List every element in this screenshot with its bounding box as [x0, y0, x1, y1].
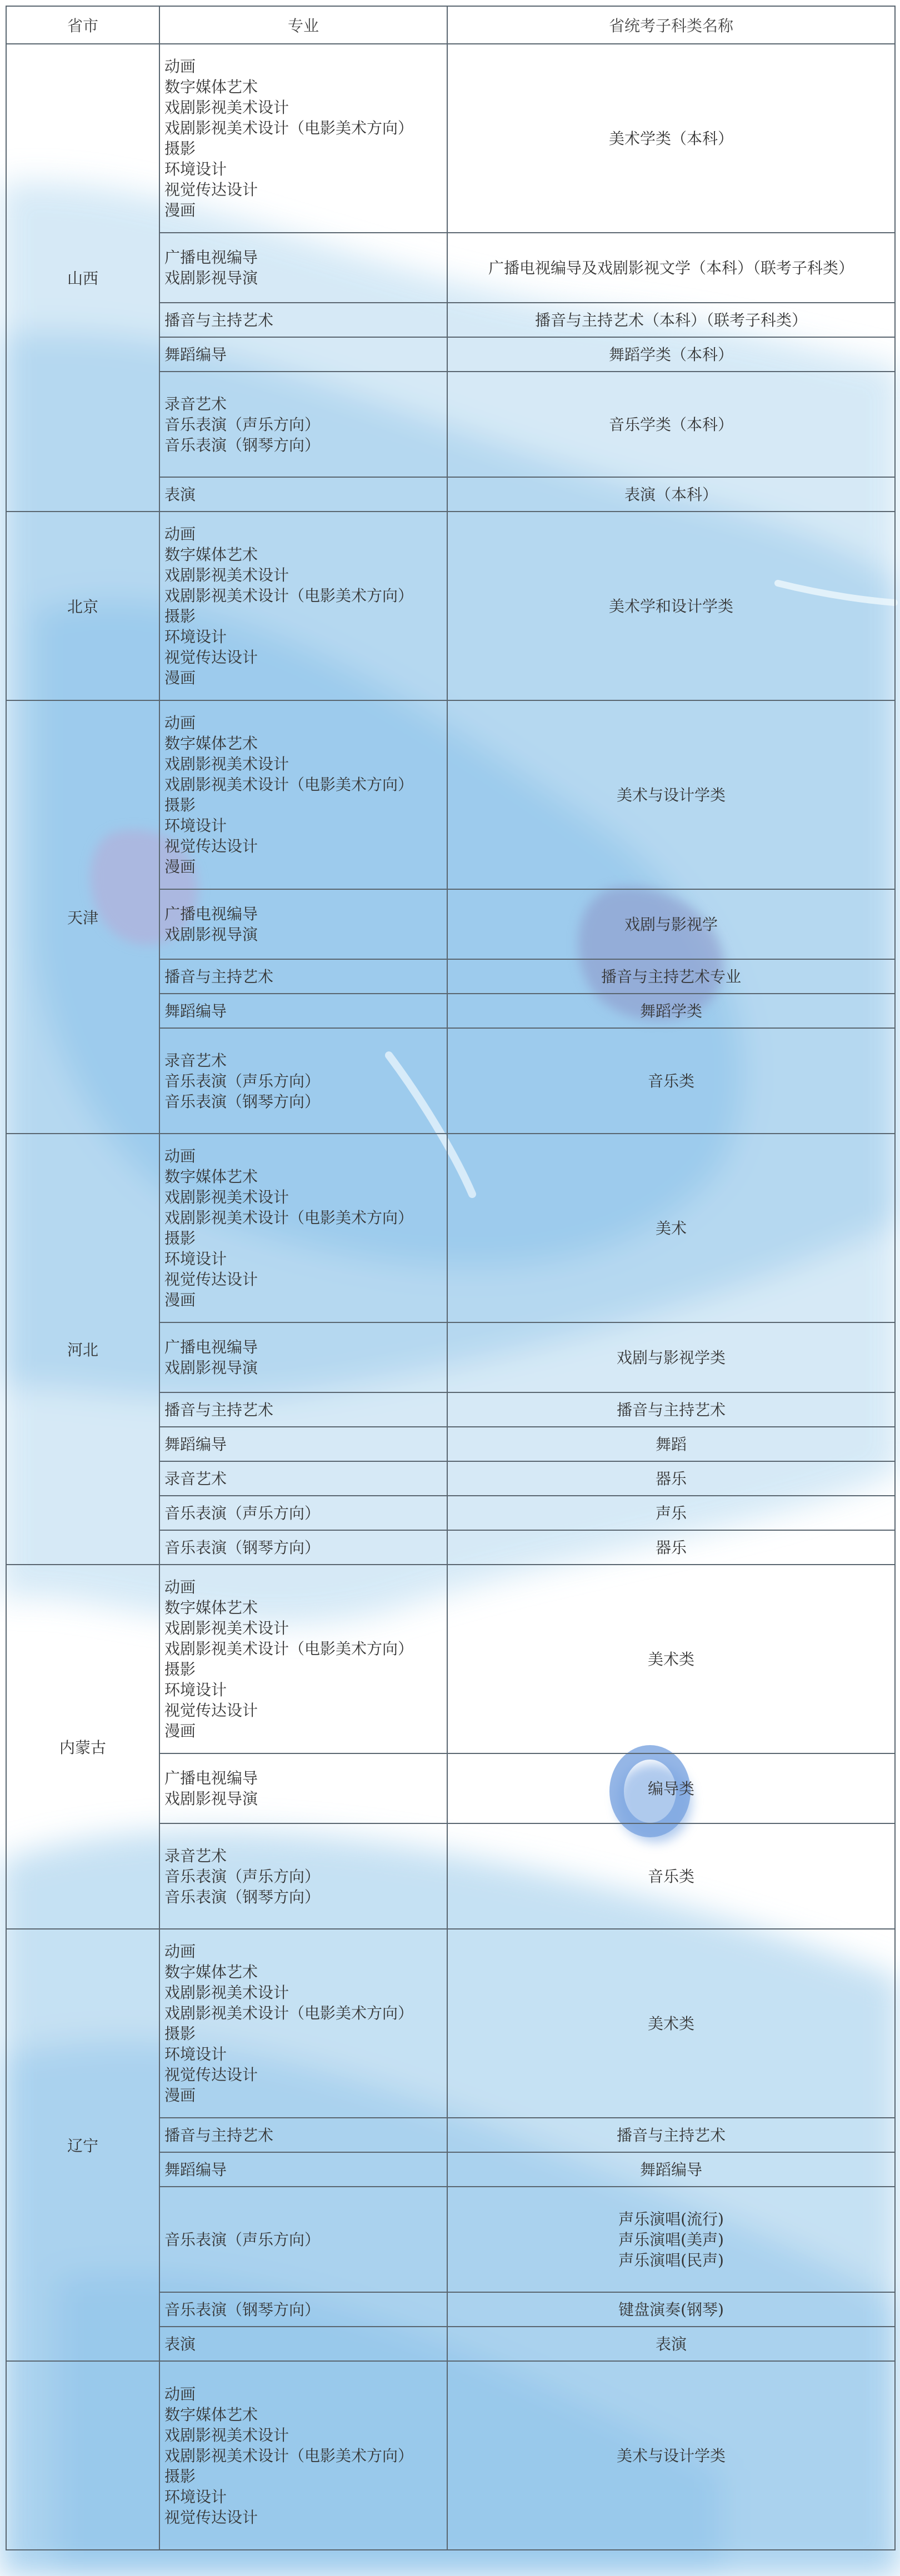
major-item: 戏剧影视导演 [164, 1790, 258, 1808]
category-line: 戏剧与影视学 [624, 915, 718, 934]
category-line: 播音与主持艺术 [616, 1400, 726, 1419]
major-item: 音乐表演（钢琴方向） [164, 2300, 321, 2319]
major-item: 戏剧影视美术设计（电影美术方向） [164, 587, 414, 605]
major-item: 漫画 [164, 669, 196, 687]
major-item: 数字媒体艺术 [164, 1167, 258, 1186]
category-line: 音乐类 [647, 1867, 694, 1886]
major-cell [159, 1496, 447, 1530]
category-line: 舞蹈编导 [639, 2160, 702, 2179]
category-cell [447, 959, 895, 994]
category-cell [447, 1028, 895, 1134]
major-item: 戏剧影视导演 [164, 269, 258, 287]
major-item: 漫画 [164, 1722, 196, 1740]
major-item: 戏剧影视美术设计 [164, 2425, 289, 2444]
category-cell [447, 1427, 895, 1461]
major-item: 漫画 [164, 858, 196, 876]
major-cell [159, 994, 447, 1028]
category-cell [447, 44, 895, 233]
major-item: 戏剧影视美术设计 [164, 1983, 289, 2002]
category-line: 音乐类 [647, 1071, 694, 1090]
major-item: 视觉传达设计 [164, 1701, 258, 1720]
category-line: 声乐演唱(美声) [618, 2230, 724, 2249]
category-line: 播音与主持艺术 [616, 2126, 726, 2144]
table-row [6, 2361, 895, 2550]
major-item: 戏剧影视美术设计 [164, 1619, 289, 1637]
major-cell [159, 1461, 447, 1496]
category-cell [447, 1753, 895, 1823]
major-item: 数字媒体艺术 [164, 2405, 258, 2424]
category-line: 美术学类（本科） [608, 129, 733, 148]
major-item: 动画 [164, 57, 196, 76]
category-line: 播音与主持艺术专业 [601, 967, 741, 986]
art-exam-mapping-table [6, 6, 896, 2550]
major-cell [159, 959, 447, 994]
category-cell [447, 2152, 895, 2187]
major-item: 动画 [164, 714, 196, 732]
category-cell [447, 1322, 895, 1392]
category-cell [447, 1392, 895, 1427]
category-cell [447, 2361, 895, 2550]
major-item: 视觉传达设计 [164, 1270, 258, 1289]
province-cell: 内蒙古 [6, 1565, 159, 1929]
major-cell [159, 303, 447, 337]
major-cell [159, 2327, 447, 2361]
major-item: 视觉传达设计 [164, 181, 258, 199]
category-cell [447, 477, 895, 512]
major-cell [159, 889, 447, 959]
major-item: 戏剧影视美术设计 [164, 1188, 289, 1206]
major-cell [159, 337, 447, 372]
major-item: 摄影 [164, 607, 196, 625]
major-item: 摄影 [164, 796, 196, 814]
major-item: 表演 [164, 2334, 196, 2353]
category-cell [447, 337, 895, 372]
major-item: 播音与主持艺术 [164, 2126, 274, 2144]
major-item: 动画 [164, 2384, 196, 2403]
major-item: 舞蹈编导 [164, 345, 227, 364]
major-cell [159, 1392, 447, 1427]
major-item: 录音艺术 [164, 394, 227, 413]
major-cell [159, 1427, 447, 1461]
category-cell [447, 1929, 895, 2118]
major-cell [159, 2292, 447, 2327]
major-item: 视觉传达设计 [164, 2508, 258, 2527]
major-item: 漫画 [164, 2086, 196, 2104]
category-line: 音乐学类（本科） [608, 415, 733, 434]
category-cell [447, 994, 895, 1028]
province-cell: 天津 [6, 700, 159, 1134]
major-item: 动画 [164, 525, 196, 543]
table-row [6, 512, 895, 700]
major-item: 戏剧影视美术设计（电影美术方向） [164, 119, 414, 137]
major-item: 漫画 [164, 201, 196, 219]
major-item: 数字媒体艺术 [164, 1963, 258, 1981]
category-line: 美术类 [647, 2014, 694, 2033]
major-item: 戏剧影视美术设计 [164, 98, 289, 117]
major-item: 数字媒体艺术 [164, 734, 258, 753]
major-item: 音乐表演（钢琴方向） [164, 1538, 321, 1557]
category-line: 播音与主持艺术（本科）（联考子科类） [534, 310, 807, 329]
major-cell [159, 2361, 447, 2550]
category-line: 声乐演唱(民声) [618, 2251, 724, 2269]
major-item: 音乐表演（声乐方向） [164, 1503, 321, 1522]
major-cell [159, 1530, 447, 1565]
major-item: 摄影 [164, 2467, 196, 2485]
major-item: 摄影 [164, 1660, 196, 1678]
major-cell [159, 512, 447, 700]
major-cell [159, 44, 447, 233]
major-cell [159, 372, 447, 477]
major-item: 摄影 [164, 1229, 196, 1247]
table-row [6, 1134, 895, 1322]
category-line: 声乐演唱(流行) [618, 2209, 724, 2228]
major-item: 广播电视编导 [164, 1769, 258, 1787]
major-item: 戏剧影视导演 [164, 1359, 258, 1377]
category-cell [447, 2292, 895, 2327]
major-item: 播音与主持艺术 [164, 1400, 274, 1419]
major-cell [159, 1134, 447, 1322]
category-cell [447, 700, 895, 889]
major-item: 摄影 [164, 2024, 196, 2043]
major-cell [159, 1322, 447, 1392]
major-cell [159, 700, 447, 889]
major-item: 广播电视编导 [164, 1338, 258, 1356]
major-item: 广播电视编导 [164, 248, 258, 267]
category-line: 美术 [655, 1219, 687, 1237]
category-line: 舞蹈 [655, 1435, 687, 1454]
category-cell [447, 2187, 895, 2292]
major-item: 表演 [164, 485, 196, 504]
major-cell [159, 1753, 447, 1823]
category-line: 舞蹈学类 [639, 1001, 702, 1020]
major-item: 戏剧影视美术设计 [164, 566, 289, 584]
table-row [6, 1565, 895, 1753]
category-line: 器乐 [655, 1538, 687, 1557]
category-line: 编导类 [647, 1779, 694, 1798]
province-cell: 北京 [6, 512, 159, 700]
category-line: 美术与设计学类 [616, 785, 726, 804]
major-item: 视觉传达设计 [164, 837, 258, 855]
major-item: 环境设计 [164, 2487, 227, 2506]
category-line: 表演 [655, 2334, 687, 2353]
table-row [6, 44, 895, 233]
major-item: 摄影 [164, 139, 196, 158]
major-item: 戏剧影视美术设计 [164, 755, 289, 773]
major-item: 环境设计 [164, 160, 227, 178]
province-cell: 山西 [6, 44, 159, 512]
major-cell [159, 1929, 447, 2118]
major-item: 视觉传达设计 [164, 648, 258, 666]
major-item: 动画 [164, 1147, 196, 1165]
major-item: 数字媒体艺术 [164, 545, 258, 564]
major-cell [159, 2152, 447, 2187]
major-cell [159, 2118, 447, 2152]
major-item: 戏剧影视美术设计（电影美术方向） [164, 1640, 414, 1658]
category-cell [447, 1461, 895, 1496]
category-cell [447, 889, 895, 959]
major-item: 播音与主持艺术 [164, 967, 274, 986]
major-item: 环境设计 [164, 1250, 227, 1268]
category-line: 美术学和设计学类 [608, 597, 733, 615]
province-cell: 辽宁 [6, 1929, 159, 2361]
major-item: 音乐表演（钢琴方向） [164, 1092, 321, 1111]
major-item: 漫画 [164, 1291, 196, 1309]
category-cell [447, 2118, 895, 2152]
major-cell [159, 1823, 447, 1929]
category-line: 广播电视编导及戏剧影视文学（本科）（联考子科类） [488, 258, 854, 277]
major-item: 录音艺术 [164, 1846, 227, 1865]
category-cell [447, 2327, 895, 2361]
category-cell [447, 512, 895, 700]
category-line: 表演（本科） [624, 485, 718, 504]
category-cell [447, 372, 895, 477]
major-item: 戏剧影视美术设计（电影美术方向） [164, 2446, 414, 2465]
table-header-row [6, 6, 895, 44]
major-item: 音乐表演（声乐方向） [164, 2230, 321, 2249]
category-cell [447, 1565, 895, 1753]
major-item: 视觉传达设计 [164, 2066, 258, 2084]
major-item: 动画 [164, 1942, 196, 1961]
major-item: 舞蹈编导 [164, 1435, 227, 1454]
table-row [6, 700, 895, 889]
category-line: 戏剧与影视学类 [616, 1348, 726, 1367]
major-cell [159, 233, 447, 303]
major-item: 音乐表演（声乐方向） [164, 415, 321, 434]
major-item: 动画 [164, 1578, 196, 1596]
major-item: 音乐表演（钢琴方向） [164, 435, 321, 454]
major-item: 戏剧影视美术设计（电影美术方向） [164, 2004, 414, 2022]
province-cell: 河北 [6, 1134, 159, 1565]
major-item: 舞蹈编导 [164, 1001, 227, 1020]
major-item: 戏剧影视美术设计（电影美术方向） [164, 1209, 414, 1227]
category-cell [447, 1530, 895, 1565]
category-line: 器乐 [655, 1469, 687, 1488]
major-item: 环境设计 [164, 2045, 227, 2063]
major-item: 戏剧影视美术设计（电影美术方向） [164, 775, 414, 794]
header-major: 专业 [159, 6, 447, 44]
major-item: 环境设计 [164, 628, 227, 646]
major-item: 音乐表演（声乐方向） [164, 1071, 321, 1090]
header-category: 省统考子科类名称 [447, 6, 895, 44]
major-item: 音乐表演（钢琴方向） [164, 1887, 321, 1906]
major-item: 舞蹈编导 [164, 2160, 227, 2179]
major-item: 广播电视编导 [164, 905, 258, 923]
category-cell [447, 233, 895, 303]
major-item: 数字媒体艺术 [164, 78, 258, 96]
category-line: 键盘演奏(钢琴) [618, 2300, 724, 2319]
table-row [6, 1929, 895, 2118]
category-line: 声乐 [655, 1503, 687, 1522]
category-cell [447, 1496, 895, 1530]
category-line: 美术类 [647, 1650, 694, 1668]
major-item: 环境设计 [164, 1681, 227, 1699]
header-province: 省市 [6, 6, 159, 44]
major-item: 录音艺术 [164, 1469, 227, 1488]
category-line: 舞蹈学类（本科） [608, 345, 733, 364]
major-item: 录音艺术 [164, 1051, 227, 1070]
major-cell [159, 1028, 447, 1134]
category-line: 美术与设计学类 [616, 2446, 726, 2465]
category-cell [447, 1823, 895, 1929]
category-cell [447, 303, 895, 337]
major-cell [159, 2187, 447, 2292]
major-item: 戏剧影视导演 [164, 925, 258, 944]
category-cell [447, 1134, 895, 1322]
province-cell [6, 2361, 159, 2550]
major-item: 音乐表演（声乐方向） [164, 1867, 321, 1886]
major-item: 播音与主持艺术 [164, 310, 274, 329]
major-item: 环境设计 [164, 816, 227, 835]
major-item: 数字媒体艺术 [164, 1598, 258, 1617]
table-body [6, 44, 895, 2550]
major-cell [159, 477, 447, 512]
major-cell [159, 1565, 447, 1753]
